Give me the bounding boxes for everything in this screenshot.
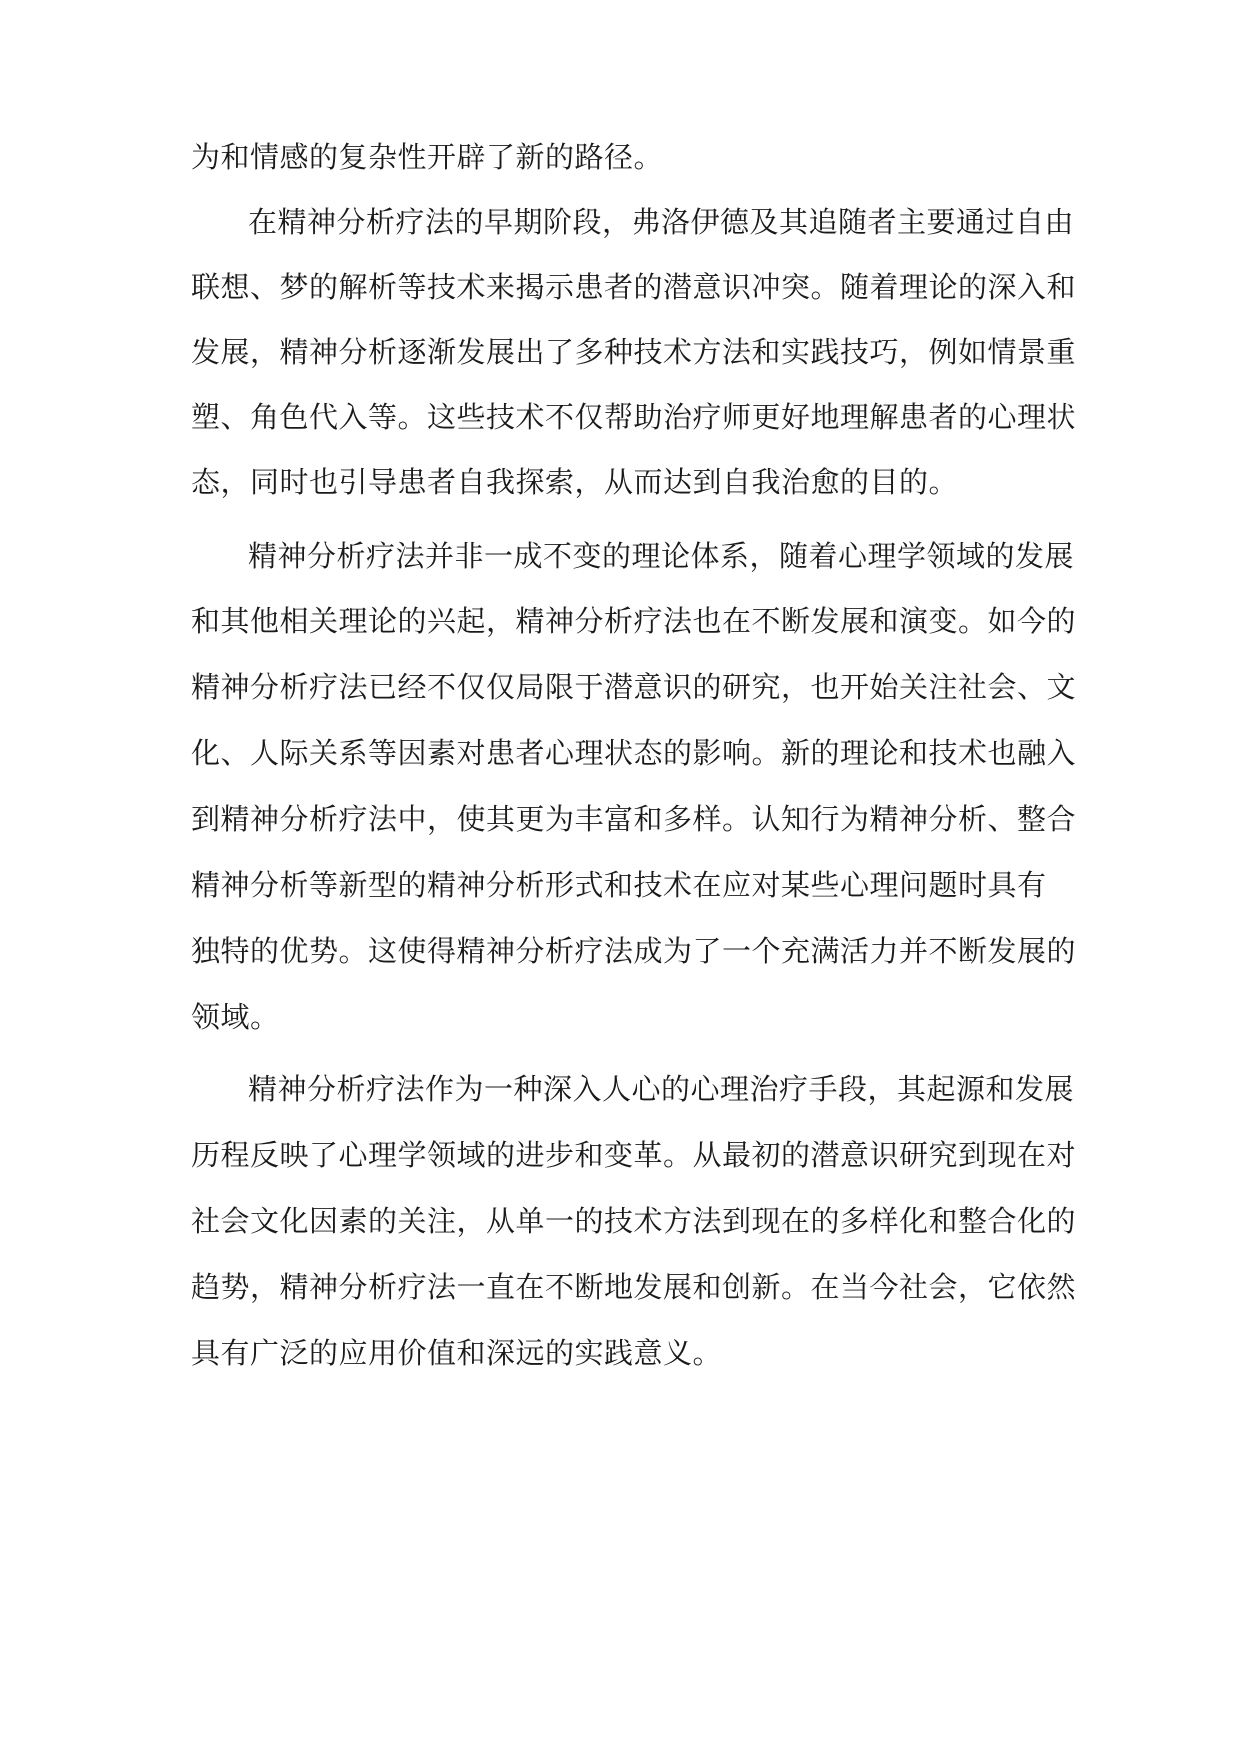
paragraph-line: 到精神分析疗法中，使其更为丰富和多样。认知行为精神分析、整合 <box>191 802 1077 836</box>
paragraph-line: 塑、角色代入等。这些技术不仅帮助治疗师更好地理解患者的心理状 <box>191 400 1077 434</box>
paragraph-line: 和其他相关理论的兴起，精神分析疗法也在不断发展和演变。如今的 <box>191 604 1077 638</box>
paragraph-line: 精神分析疗法并非一成不变的理论体系，随着心理学领域的发展 <box>248 539 1075 573</box>
paragraph-line: 态，同时也引导患者自我探索，从而达到自我治愈的目的。 <box>191 465 959 499</box>
paragraph-line: 精神分析疗法已经不仅仅局限于潜意识的研究，也开始关注社会、文 <box>191 670 1077 704</box>
paragraph-line: 发展，精神分析逐渐发展出了多种技术方法和实践技巧，例如情景重 <box>191 335 1077 369</box>
paragraph-line: 精神分析等新型的精神分析形式和技术在应对某些心理问题时具有 <box>191 868 1047 902</box>
paragraph-line: 趋势，精神分析疗法一直在不断地发展和创新。在当今社会，它依然 <box>191 1270 1077 1304</box>
paragraph-line: 历程反映了心理学领域的进步和变革。从最初的潜意识研究到现在对 <box>191 1138 1077 1172</box>
paragraph-line: 精神分析疗法作为一种深入人心的心理治疗手段，其起源和发展 <box>248 1072 1075 1106</box>
paragraph-line: 社会文化因素的关注，从单一的技术方法到现在的多样化和整合化的 <box>191 1204 1077 1238</box>
paragraph-line: 联想、梦的解析等技术来揭示患者的潜意识冲突。随着理论的深入和 <box>191 270 1077 304</box>
paragraph-line: 具有广泛的应用价值和深远的实践意义。 <box>191 1336 723 1370</box>
paragraph-line: 化、人际关系等因素对患者心理状态的影响。新的理论和技术也融入 <box>191 736 1077 770</box>
paragraph-line: 领域。 <box>191 1000 280 1034</box>
paragraph-line: 为和情感的复杂性开辟了新的路径。 <box>191 140 664 174</box>
paragraph-line: 独特的优势。这使得精神分析疗法成为了一个充满活力并不断发展的 <box>191 934 1077 968</box>
paragraph-line: 在精神分析疗法的早期阶段，弗洛伊德及其追随者主要通过自由 <box>248 205 1075 239</box>
